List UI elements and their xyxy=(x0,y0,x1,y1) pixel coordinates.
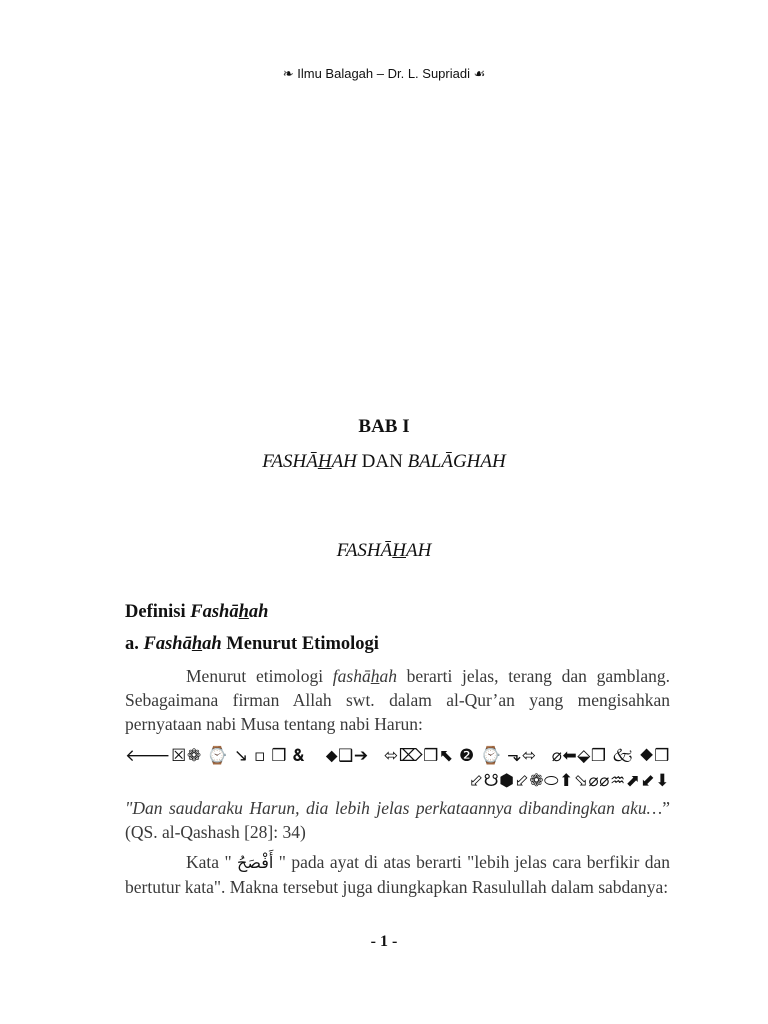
definition-term-underlined: h xyxy=(238,602,249,622)
subsection-term-pre: Fashā xyxy=(143,634,192,654)
fleuron-right-icon: ☙ xyxy=(473,67,486,82)
paragraph1-post: berarti jelas, terang dan gamblang. Sebagaimana firman Allah swt. dalam al-Qur’an yang mengisahkan pernyataan nabi Musa tentang nabi Harun: xyxy=(125,666,670,734)
chapter-title-a-underlined: H xyxy=(317,451,332,472)
definition-heading xyxy=(125,600,670,624)
section-title-underlined: H xyxy=(392,540,406,561)
paragraph-etymology xyxy=(125,664,670,736)
definition-term-pre: Fashā xyxy=(190,602,239,622)
fleuron-left-icon: ❧ xyxy=(282,67,294,82)
paragraph1-term-pre: fashā xyxy=(332,666,371,686)
chapter-title xyxy=(0,451,768,473)
subsection-term-post: ah xyxy=(202,634,222,654)
subsection-heading xyxy=(125,632,670,656)
verse-citation: ” (QS. al-Qashash [28]: 34) xyxy=(125,798,670,842)
chapter-title-mid: DAN xyxy=(356,451,408,472)
chapter-title-a-post: AH xyxy=(331,451,357,472)
definition-label: Definisi xyxy=(125,602,191,622)
subsection-marker: a. xyxy=(125,634,144,654)
chapter-title-a-pre: FASHĀ xyxy=(262,451,318,472)
quran-verse-line-1: 🡐☒❁⌚↘▫❒🙴 ⬥❑➔ ⬄⌦❒⬉❷⌚⬎⬄ ⌀⬅⬙❒🙵⬥❒ xyxy=(125,746,670,766)
chapter-number: BAB I xyxy=(358,416,410,437)
chapter-heading xyxy=(0,416,768,473)
running-header xyxy=(0,66,768,82)
paragraph1-term xyxy=(333,666,397,686)
verse-translation xyxy=(125,796,670,844)
subsection-rest: Menurut Etimologi xyxy=(221,634,379,654)
paragraph1-term-post: ah xyxy=(379,666,397,686)
body-content xyxy=(125,600,670,899)
paragraph2-post: " pada ayat di atas berarti "lebih jelas cara berfikir dan bertutur kata". Makna tersebut juga diungkapkan Rasulullah dalam sabdanya: xyxy=(125,852,670,897)
paragraph2-arabic-word: أَفْصَحُ xyxy=(237,853,274,872)
section-title xyxy=(0,540,768,562)
paragraph-afshah xyxy=(125,850,670,899)
quran-verse xyxy=(125,744,670,794)
paragraph1-term-underlined: h xyxy=(370,666,380,686)
definition-term-post: ah xyxy=(248,602,269,622)
quran-verse-line-2: ⬃☋⬢⬃❁⬭⬆⬂⌀⌀♒⬈⬋⬇ xyxy=(468,771,670,791)
page-number: - 1 - xyxy=(370,933,398,950)
section-title-post: AH xyxy=(406,540,432,561)
definition-term xyxy=(190,602,268,622)
section-title-pre: FASHĀ xyxy=(336,540,393,561)
chapter-title-b: BALĀGHAH xyxy=(407,451,506,472)
verse-translation-text: "Dan saudaraku Harun, dia lebih jelas perkataannya dibandingkan aku… xyxy=(125,798,663,818)
running-header-text: Ilmu Balagah – Dr. L. Supriadi xyxy=(297,66,470,81)
subsection-term xyxy=(144,634,222,654)
paragraph1-pre: Menurut etimologi xyxy=(186,666,333,686)
paragraph2-pre: Kata " xyxy=(186,852,238,872)
subsection-term-underlined: h xyxy=(191,634,203,654)
